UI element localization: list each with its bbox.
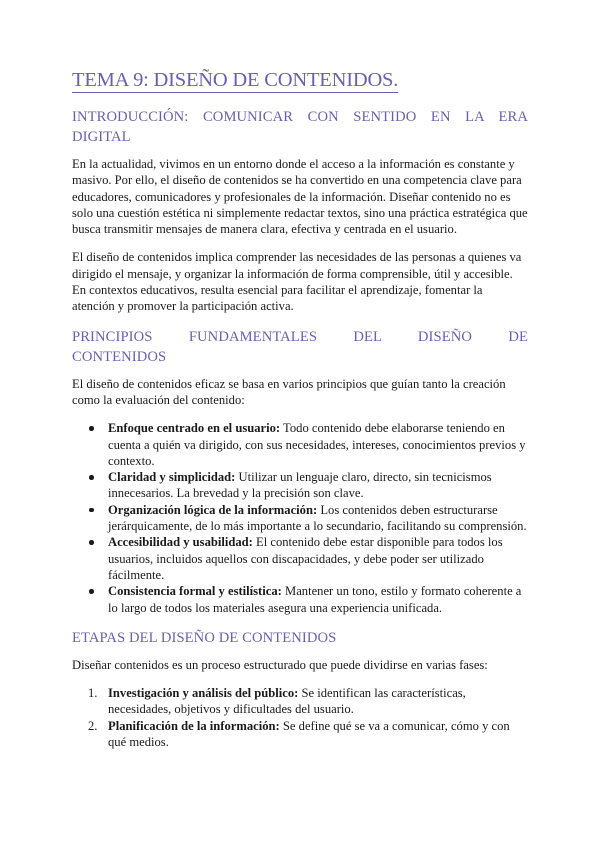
list-item	[72, 420, 528, 469]
document-title: TEMA 9: DISEÑO DE CONTENIDOS.	[72, 69, 399, 91]
list-item-term: Consistencia formal y estilística:	[108, 584, 282, 599]
list-item	[72, 469, 528, 502]
list-item-term: Claridad y simplicidad:	[108, 470, 236, 485]
heading-line: DIGITAL	[72, 129, 131, 145]
paragraph: En la actualidad, vivimos en un entorno donde el acceso a la información es constante y masivo. Por ello, el diseño de contenidos se ha convertido en una competencia clave para educadores, comunicadores y profesionales de la información. Diseñar contenido no es solo una cuestión estética ni simplemente redactar textos, sino una práctica estratégica que busca transmitir mensajes de manera clara, efectiva y centrada en el usuario.	[72, 157, 528, 237]
list-item	[72, 534, 528, 583]
heading-line: CONTENIDOS	[72, 348, 167, 365]
list-item-number: 2.	[88, 718, 98, 733]
list-item-term: Organización lógica de la información:	[108, 502, 318, 517]
list-item	[72, 583, 528, 616]
section-heading-principles	[72, 327, 528, 367]
list-item-term: Planificación de la información:	[108, 718, 280, 733]
list-item	[72, 685, 528, 718]
list-item	[72, 718, 528, 751]
list-item-text: Utilizar un lenguaje claro, directo, sin tecnicismos innecesarios. La brevedad y la precisión son clave.	[108, 470, 492, 501]
list-item-term: Accesibilidad y usabilidad:	[108, 535, 253, 550]
list-item-text: Mantener un tono, estilo y formato coherente a lo largo de todos los materiales asegura una experiencia unificada.	[108, 584, 522, 615]
stages-list	[72, 685, 528, 750]
principles-list	[72, 420, 528, 616]
heading-line: PRINCIPIOS FUNDAMENTALES DEL DISEÑO DE	[72, 328, 528, 345]
list-item-text: Se identifican las características, necesidades, objetivos y dificultades del usuario.	[108, 686, 466, 717]
list-item-text: Se define qué se va a comunicar, cómo y con qué medios.	[108, 718, 510, 750]
paragraph: El diseño de contenidos eficaz se basa en varios principios que guían tanto la creación como la evaluación del contenido:	[72, 376, 506, 407]
document-page	[72, 68, 528, 750]
section-heading-stages: ETAPAS DEL DISEÑO DE CONTENIDOS	[72, 629, 337, 646]
list-item-number: 1.	[88, 686, 98, 701]
list-item-term: Enfoque centrado en el usuario:	[108, 421, 281, 436]
list-item	[72, 502, 528, 535]
list-item-term: Investigación y análisis del público:	[108, 686, 299, 701]
section-heading-intro	[72, 107, 528, 147]
paragraph: El diseño de contenidos implica comprender las necesidades de las personas a quienes va dirigido el mensaje, y organizar la información de forma comprensible, útil y accesible. En contextos educativos, resulta esencial para facilitar el aprendizaje, fomentar la atención y promover la participación activa.	[72, 250, 522, 314]
list-item-text: Todo contenido debe elaborarse teniendo en cuenta a quién va dirigido, con sus necesidades, intereses, conocimientos previos y contexto.	[108, 421, 526, 468]
heading-line: INTRODUCCIÓN: COMUNICAR CON SENTIDO EN LA ERA	[72, 109, 528, 125]
list-item-text: Los contenidos deben estructurarse jerárquicamente, de lo más importante a lo secundario, facilitando su comprensión.	[108, 502, 527, 534]
list-item-text: El contenido debe estar disponible para todos los usuarios, incluidos aquellos con discapacidades, y debe poder ser utilizado fácilmente.	[108, 535, 503, 582]
paragraph: Diseñar contenidos es un proceso estructurado que puede dividirse en varias fases:	[72, 657, 488, 672]
